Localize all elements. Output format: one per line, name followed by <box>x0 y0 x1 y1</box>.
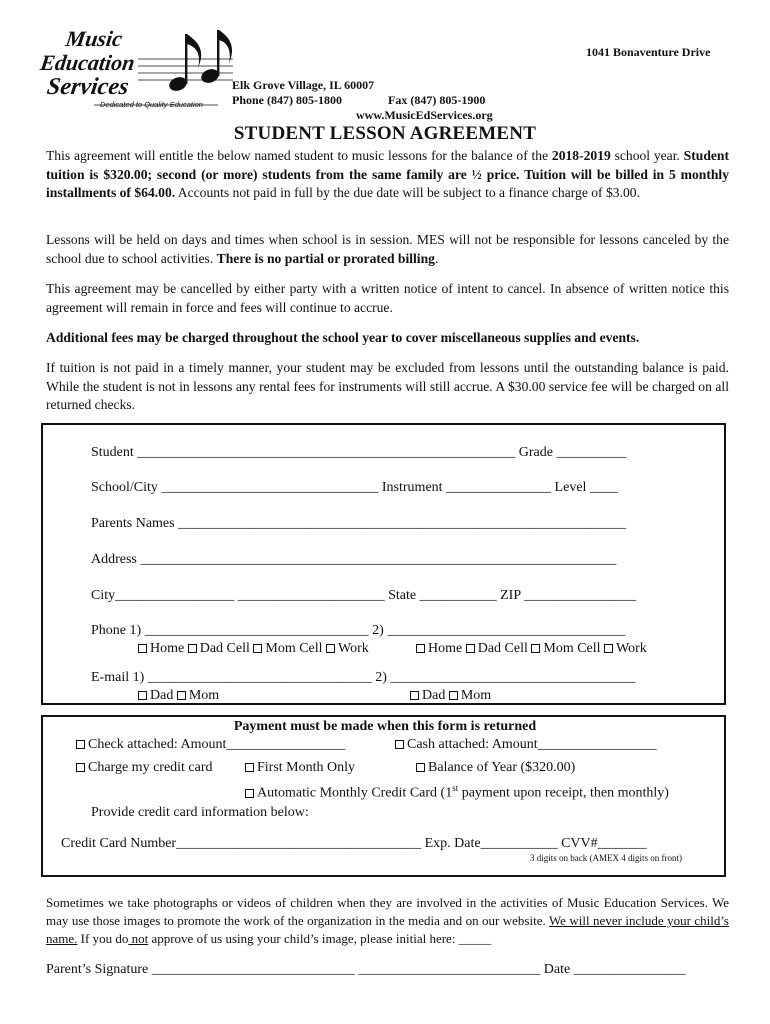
logo-line-music: Music <box>64 26 124 51</box>
cash-attached-option[interactable]: Cash attached: Amount_________________ <box>395 737 657 753</box>
music-note-icon <box>167 30 232 93</box>
check-attached-checkbox[interactable] <box>76 740 85 749</box>
late-payment-paragraph: If tuition is not paid in a timely manner, your student may be excluded from lessons until the outstanding balance is paid. While the student is not in lessons any rental fees for instruments will still accrue. A $30.00 service fee will be charged on all returned checks. <box>46 360 729 412</box>
music-education-services-logo <box>38 24 233 114</box>
first-month-checkbox[interactable] <box>245 763 254 772</box>
photo-release-paragraph: Sometimes we take photographs or videos of children when they are involved in the activities of Music Education Services. We may use those images to promote the work of the organization in the media and on our website. We will never include your child’s name. If you do not approve of us using your child’s image, please initial here: _____ <box>46 895 729 946</box>
phone2-type-options: Home Dad Cell Mom Cell Work <box>416 641 647 657</box>
phone1-work-checkbox[interactable] <box>326 644 335 653</box>
phone2-work-checkbox[interactable] <box>604 644 613 653</box>
credit-card-number-field[interactable]: Credit Card Number___________________________________ Exp. Date___________ CVV#_______ <box>61 836 647 851</box>
page-title: STUDENT LESSON AGREEMENT <box>233 123 537 144</box>
student-grade-field[interactable]: Student ______________________________________________________ Grade __________ <box>91 445 627 460</box>
payment-heading: Payment must be made when this form is returned <box>233 719 537 734</box>
address-field[interactable]: Address ____________________________________________________________________ <box>91 552 617 567</box>
phone1-home-checkbox[interactable] <box>138 644 147 653</box>
email2-owner-options: Dad Mom <box>410 688 491 704</box>
fax-number: Fax (847) 805-1900 <box>388 93 486 107</box>
charge-credit-card-option[interactable]: Charge my credit card <box>76 760 213 776</box>
cancellation-paragraph: This agreement may be cancelled by either party with a written notice of intent to cancel. In absence of written notice this agreement will remain in force and fees will continue to accrue. <box>46 281 729 315</box>
street-address: 1041 Bonaventure Drive <box>586 45 711 59</box>
logo-tagline: Dedicated to Quality Education <box>100 100 203 109</box>
phone1-dadcell-checkbox[interactable] <box>188 644 197 653</box>
email1-mom-checkbox[interactable] <box>177 691 186 700</box>
city-address: Elk Grove Village, IL 60007 <box>232 78 375 92</box>
phone2-dadcell-checkbox[interactable] <box>466 644 475 653</box>
email1-dad-checkbox[interactable] <box>138 691 147 700</box>
phone-field[interactable]: Phone 1) ________________________________ 2) __________________________________ <box>91 623 626 638</box>
logo-line-education: Education <box>38 50 137 75</box>
website-link[interactable]: www.MusicEdServices.org <box>356 108 493 122</box>
logo-graphic <box>38 24 233 114</box>
email2-dad-checkbox[interactable] <box>410 691 419 700</box>
cash-attached-checkbox[interactable] <box>395 740 404 749</box>
first-month-option[interactable]: First Month Only <box>245 760 355 776</box>
automatic-monthly-checkbox[interactable] <box>245 789 254 798</box>
balance-of-year-option[interactable]: Balance of Year ($320.00) <box>416 760 575 776</box>
school-instrument-level-field[interactable]: School/City _______________________________ Instrument _______________ Level ____ <box>91 480 618 495</box>
city-state-zip-field[interactable]: City_________________ _____________________ State ___________ ZIP ________________ <box>91 588 637 603</box>
lesson-schedule-paragraph: Lessons will be held on days and times when school is in session. MES will not be responsible for lessons canceled by the school due to school activities. There is no partial or prorated billing. <box>46 232 729 266</box>
parent-signature-field[interactable]: Parent’s Signature _____________________________ __________________________ Date ________________ <box>46 962 686 977</box>
tuition-paragraph: This agreement will entitle the below named student to music lessons for the balance of the 2018-2019 school year. Student tuition is $320.00; second (or more) students from the same family are ½ price. Tuition will be billed in 5 monthly installments of $64.00. Accounts not paid in full by the due date will be subject to a finance charge of $3.00. <box>46 148 729 200</box>
phone2-home-checkbox[interactable] <box>416 644 425 653</box>
email1-owner-options: Dad Mom <box>138 688 219 704</box>
parents-names-field[interactable]: Parents Names ________________________________________________________________ <box>91 516 627 531</box>
charge-credit-card-checkbox[interactable] <box>76 763 85 772</box>
phone-number: Phone (847) 805-1800 <box>232 93 342 107</box>
automatic-monthly-option[interactable]: Automatic Monthly Credit Card (1st payment upon receipt, then monthly) <box>245 783 669 802</box>
cvv-note: 3 digits on back (AMEX 4 digits on front) <box>530 853 682 863</box>
check-attached-option[interactable]: Check attached: Amount_________________ <box>76 737 345 753</box>
email2-mom-checkbox[interactable] <box>449 691 458 700</box>
phone2-momcell-checkbox[interactable] <box>531 644 540 653</box>
balance-of-year-checkbox[interactable] <box>416 763 425 772</box>
phone1-momcell-checkbox[interactable] <box>253 644 262 653</box>
logo-line-services: Services <box>45 74 131 100</box>
email-field[interactable]: E-mail 1) ________________________________ 2) ___________________________________ <box>91 670 636 685</box>
additional-fees-paragraph: Additional fees may be charged throughout the school year to cover miscellaneous supplies and events. <box>46 330 640 345</box>
provide-card-info-label: Provide credit card information below: <box>91 805 309 820</box>
phone1-type-options: Home Dad Cell Mom Cell Work <box>138 641 369 657</box>
